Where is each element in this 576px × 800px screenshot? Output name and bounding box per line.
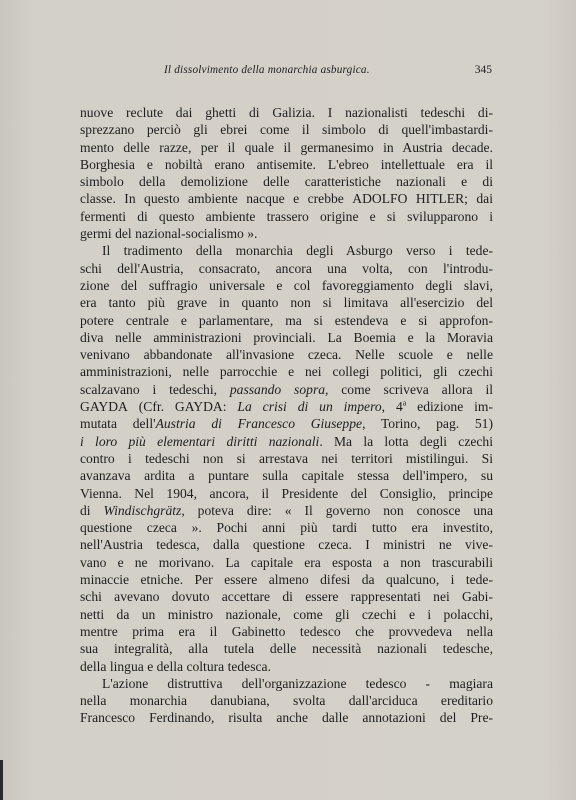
text-run: :: [222, 399, 238, 415]
text-run: ; dai: [464, 191, 493, 207]
text-run: di: [80, 502, 104, 518]
text-run: . Ma la lotta degli czechi: [319, 433, 493, 449]
text-line: contro i tedeschi non si arrestava nei territori mistilingui. Si: [80, 450, 493, 466]
page-edge-shadow: [0, 760, 3, 800]
author-name: GAYDA: [174, 399, 223, 415]
text-line: venivano abbandonate all'invasione czeca. Nelle scuole e nelle: [80, 347, 493, 363]
text-line: Il tradimento della monarchia degli Asburgo verso i tede-: [102, 243, 493, 259]
book-title: Austria di Francesco Giuseppe: [155, 416, 363, 432]
text-line: fermenti di questo ambiente trassero origine e si svilupparono i: [80, 208, 493, 224]
text-line: Francesco Ferdinando, risulta anche dalle annotazioni del Pre-: [80, 710, 493, 726]
text-line: nella monarchia danubiana, svolta dall'arciduca ereditario: [80, 693, 493, 709]
text-run: edizione im-: [406, 399, 493, 415]
text-run: (Cfr.: [127, 399, 175, 415]
text-line: minaccie etniche. Per essere almeno difesi da qualcuno, i tede-: [80, 572, 493, 588]
text-line: diva nelle amministrazioni provinciali. La Boemia e la Moravia: [80, 329, 493, 345]
author-name: GAYDA: [80, 399, 128, 415]
paragraph-3: [80, 675, 493, 727]
text-line: simbolo della demolizione delle caratteristiche nazionali e di: [80, 174, 493, 190]
text-line: nuove reclute dai ghetti di Galizia. I nazionalisti tedeschi di-: [80, 105, 493, 120]
text-line: [80, 415, 493, 432]
text-line: zione del suffragio universale e col favoreggiamento degli slavi,: [80, 277, 493, 293]
text-run: classe. In questo ambiente nacque e crebbe: [80, 191, 353, 207]
text-run: scalzavano i tedeschi,: [80, 381, 230, 397]
page-header: [80, 64, 492, 80]
text-run: , Torino, pag. 51): [362, 416, 493, 432]
text-line: mento delle razze, per il quale il germanesimo in Austria decade.: [80, 139, 493, 155]
text-line: amministrazioni, nelle parrocchie e nei collegi politici, gli czechi: [80, 364, 493, 380]
text-line: [80, 381, 493, 398]
text-line: schi dell'Austria, consacrato, ancora una volta, con l'introdu-: [80, 260, 493, 276]
text-run: mutata dell': [80, 416, 156, 432]
paragraph-1: [80, 104, 493, 242]
book-title: La crisi di un impero: [237, 399, 382, 415]
text-line: L'azione distruttiva dell'organizzazione tedesco - magiara: [102, 675, 493, 691]
body-text: [80, 104, 493, 727]
text-run: , come scriveva allora il: [325, 381, 493, 397]
running-title: Il dissolvimento della monarchia asburgica.: [164, 64, 370, 76]
text-line: [80, 502, 493, 519]
text-line: germi del nazional-socialismo ».: [80, 226, 258, 242]
page-number: 345: [474, 64, 492, 76]
text-line: Vienna. Nel 1904, ancora, il Presidente del Consiglio, principe: [80, 485, 493, 501]
text-line: mentre prima era il Gabinetto tedesco che provvedeva nella: [80, 623, 493, 639]
text-line: potere centrale e parlamentare, ma si estendeva e si approfon-: [80, 312, 493, 328]
text-line: [80, 190, 493, 207]
italic-run: passando sopra: [229, 381, 326, 397]
paragraph-2: [80, 242, 493, 674]
text-line: Borghesia e nobiltà erano antisemite. L'ebreo intellettuale era il: [80, 156, 493, 172]
text-line: vano e ne morivano. La capitale era esposta a non trascurabili: [80, 554, 493, 570]
text-run: , 4: [381, 399, 403, 415]
italic-run: Windischgrätz: [103, 502, 182, 518]
text-line: era tanto più grave in quanto non si limitava all'esercizio del: [80, 295, 493, 311]
text-line: questione czeca ». Pochi anni più tardi tutto era investito,: [80, 520, 493, 536]
text-line: [80, 398, 493, 415]
text-line: sua integralità, alla tutela delle necessità nazionali tedesche,: [80, 641, 493, 657]
author-name: ADOLFO HITLER: [352, 191, 465, 207]
text-line: sprezzano perciò gli ebrei come il simbolo di quell'imbastardi-: [80, 122, 493, 138]
superscript: a: [402, 398, 407, 408]
text-run: , poteva dire: « Il governo non conosce una: [181, 502, 493, 518]
text-line: avanzava ardita a puntare sulla capitale stessa dell'impero, su: [80, 468, 493, 484]
text-line: schi avevano dovuto accettare di essere rappresentati nei Gabi-: [80, 589, 493, 605]
text-line: della lingua e della coltura tedesca.: [80, 658, 271, 674]
text-line: [80, 433, 493, 450]
italic-run: i loro più elementari diritti nazionali: [80, 433, 320, 449]
text-line: nell'Austria tedesca, dalla questione czeca. I ministri ne vive-: [80, 537, 493, 553]
text-line: netti da un ministro nazionale, come gli czechi e i polacchi,: [80, 606, 493, 622]
